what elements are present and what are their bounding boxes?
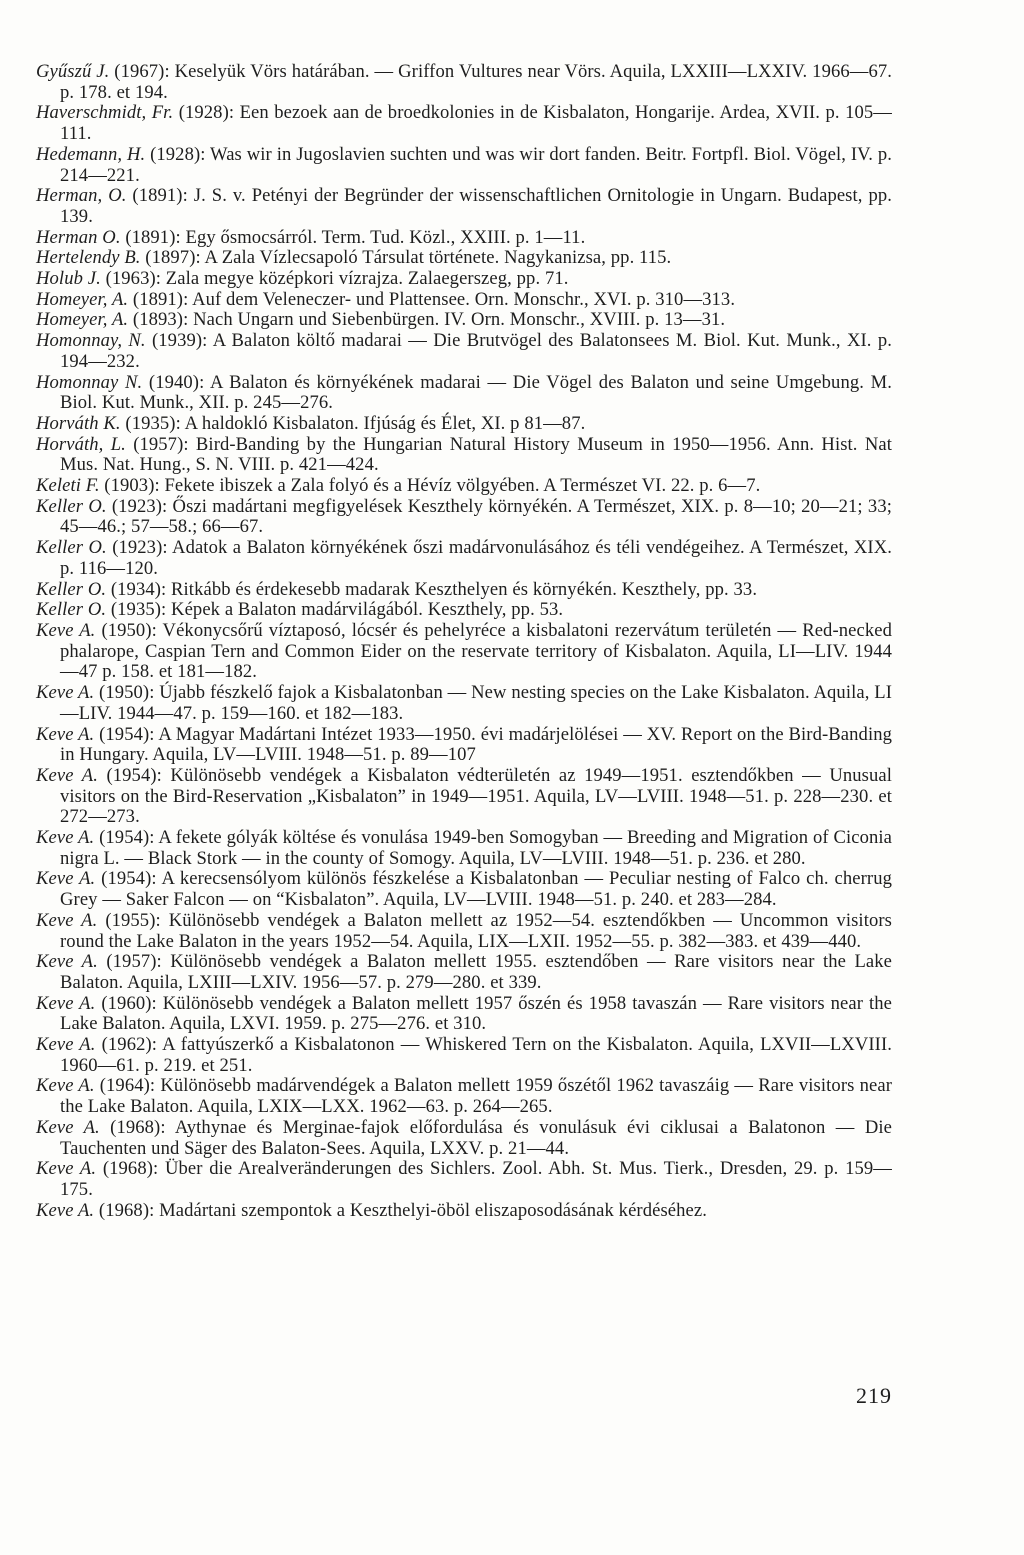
reference-text: (1954): Különösebb vendégek a Kisbalaton védterületén az 1949—1951. esztendőkben — Unusual visitors on the Bird-Reservation „Kisbalaton” in 1949—1951. Aquila, LV—LVIII. 1948—51. p. 228—230. et 272—273. [60,764,892,828]
reference-text: (1928): Een bezoek aan de broedkolonies in de Kisbalaton, Hongarije. Ardea, XVII. p. 105—111. [60,102,892,145]
reference-entry [36,497,892,538]
reference-text: (1964): Különösebb madárvendégek a Balaton mellett 1959 őszétől 1962 tavaszáig — Rare visitors near the Lake Balaton. Aquila, LXIX—LXX. 1962—63. p. 264—265. [60,1075,892,1118]
reference-author: Homeyer, A. [36,288,129,310]
reference-text: (1950): Újabb fészkelő fajok a Kisbalatonban — New nesting species on the Lake Kisbalaton. Aquila, LI—LIV. 1944—47. p. 159—160. et 182—183. [60,682,893,724]
reference-text: (1935): Képek a Balaton madárvilágából. Keszthely, pp. 53. [106,599,564,621]
reference-entry [36,186,892,227]
reference-entry [36,310,892,331]
reference-entry [36,290,892,311]
reference-entry [36,62,892,103]
reference-entry [36,331,892,372]
reference-text: (1891): Auf dem Veleneczer- und Plattensee. Orn. Monschr., XVI. p. 310—313. [128,288,736,310]
reference-entry [36,1159,892,1200]
reference-author: Keve A. [36,723,95,745]
reference-author: Keller O. [36,537,107,559]
reference-text: (1968): Madártani szempontok a Keszthelyi-öböl eliszaposodásának kérdéséhez. [94,1199,708,1221]
reference-author: Herman O. [36,226,121,248]
reference-entry [36,103,892,144]
reference-author: Keve A. [36,909,98,931]
reference-author: Keve A. [36,1116,100,1138]
reference-text: (1940): A Balaton és környékének madarai — Die Vögel des Balaton und seine Umgebung. M. Biol. Kut. Munk., XII. p. 245—276. [60,371,892,414]
reference-entry [36,580,892,601]
reference-text: (1960): Különösebb vendégek a Balaton mellett 1957 őszén és 1958 tavaszán — Rare visitors near the Lake Balaton. Aquila, LXVI. 1959. p. 275—276. et 310. [60,992,893,1035]
reference-text: (1934): Ritkább és érdekesebb madarak Keszthelyen és környékén. Keszthely, pp. 33. [106,578,758,600]
reference-text: (1963): Zala megye középkori vízrajza. Zalaegerszeg, pp. 71. [100,268,569,290]
reference-entry [36,538,892,579]
reference-entry [36,414,892,435]
reference-text: (1923): Adatok a Balaton környékének őszi madárvonulásához és téli vendégeihez. A Természet, XIX. p. 116—120. [60,537,892,579]
reference-author: Keve A. [36,682,95,704]
reference-author: Hertelendy B. [36,247,141,269]
reference-text: (1939): A Balaton költő madarai — Die Brutvögel des Balatonsees M. Biol. Kut. Munk., XI. p. 194—232. [60,330,892,372]
reference-entry [36,766,892,828]
reference-entry [36,269,892,290]
reference-author: Keve A. [36,868,96,890]
reference-author: Hedemann, H. [36,143,146,165]
reference-author: Keller O. [36,599,107,621]
reference-text: (1954): A fekete gólyák költése és vonulása 1949-ben Somogyban — Breeding and Migration of Ciconia nigra L. — Black Stork — in the county of Somogy. Aquila, LV—LVIII. 1948—51. p. 236. et 280. [60,827,892,869]
reference-text: (1903): Fekete ibiszek a Zala folyó és a Hévíz völgyében. A Természet VI. 22. p. 6—7. [99,475,761,497]
reference-text: (1950): Vékonycsőrű víztaposó, lócsér és pehelyréce a kisbalatoni rezervátum területén — Red-necked phalarope, Caspian Tern and Common Eider on the reservate territory of Kisbalaton. Aquila, LI—LIV. 1944—47 p. 158. et 181—182. [60,619,892,683]
reference-author: Keve A. [36,827,95,849]
reference-text: (1891): J. S. v. Petényi der Begründer der wissenschaftlichen Ornitologie in Ungarn. Budapest, pp. 139. [60,185,892,227]
reference-text: (1957): Különösebb vendégek a Balaton mellett 1955. esztendőben — Rare visitors near the Lake Balaton. Aquila, LXIII—LXIV. 1956—57. p. 279—280. et 339. [60,951,893,993]
reference-author: Keve A. [36,951,98,973]
reference-author: Haverschmidt, Fr. [36,102,174,124]
reference-text: (1897): A Zala Vízlecsapoló Társulat története. Nagykanizsa, pp. 115. [140,247,672,269]
reference-entry [36,683,892,724]
reference-author: Keve A. [36,992,96,1014]
reference-author: Keller O. [36,495,107,517]
reference-author: Holub J. [36,268,101,290]
reference-author: Herman, O. [36,185,127,207]
reference-author: Keve A. [36,619,96,641]
reference-text: (1893): Nach Ungarn und Siebenbürgen. IV. Orn. Monschr., XVIII. p. 13—31. [128,309,726,331]
page-number: 219 [856,1383,892,1408]
reference-text: (1923): Őszi madártani megfigyelések Keszthely környékén. A Természet, XIX. p. 8—10; 20—21; 33; 45—46.; 57—58.; 66—67. [60,495,892,538]
reference-text: (1955): Különösebb vendégek a Balaton mellett az 1952—54. esztendőkben — Uncommon visitors round the Lake Balaton in the years 1952—54. Aquila, LIX—LXII. 1952—55. p. 382—383. et 439—440. [60,909,892,952]
reference-text: (1962): A fattyúszerkő a Kisbalatonon — Whiskered Tern on the Kisbalaton. Aquila, LXVII—LXVIII. 1960—61. p. 219. et 251. [60,1034,893,1076]
reference-author: Homeyer, A. [36,309,129,331]
reference-author: Horváth K. [36,412,121,434]
reference-text: (1935): A haldokló Kisbalaton. Ifjúság és Élet, XI. p 81—87. [120,412,586,434]
reference-author: Keve A. [36,1075,95,1097]
reference-text: (1967): Keselyük Vörs határában. — Griffon Vultures near Vörs. Aquila, LXXIII—LXXIV. 1966—67. p. 178. et 194. [60,61,892,103]
reference-list [36,62,892,1221]
reference-entry [36,1035,892,1076]
reference-author: Homonnay, N. [36,330,146,352]
reference-entry [36,373,892,414]
reference-entry [36,725,892,766]
reference-author: Keve A. [36,1158,97,1180]
reference-entry [36,435,892,476]
reference-author: Keve A. [36,764,98,786]
reference-text: (1891): Egy ősmocsárról. Term. Tud. Közl., XXIII. p. 1—11. [120,226,586,248]
reference-author: Keve A. [36,1034,96,1056]
reference-entry [36,228,892,249]
reference-text: (1928): Was wir in Jugoslavien suchten und was wir dort fanden. Beitr. Fortpfl. Biol. Vögel, IV. p. 214—221. [60,143,892,186]
reference-entry [36,621,892,683]
reference-entry [36,1118,892,1159]
reference-entry [36,828,892,869]
reference-entry [36,952,892,993]
reference-author: Homonnay N. [36,371,143,393]
reference-entry [36,869,892,910]
reference-entry [36,600,892,621]
reference-text: (1954): A kerecsensólyom különös fészkelése a Kisbalatonban — Peculiar nesting of Falco ch. cherrug Grey — Saker Falcon — on “Kisbalaton”. Aquila, LV—LVIII. 1948—51. p. 240. et 283—284. [60,868,892,911]
reference-entry [36,1076,892,1117]
reference-entry [36,1201,892,1222]
reference-author: Keleti F. [36,475,100,497]
reference-entry [36,145,892,186]
reference-text: (1968): Über die Arealveränderungen des Sichlers. Zool. Abh. St. Mus. Tierk., Dresden, 29. p. 159—175. [60,1158,892,1200]
reference-text: (1957): Bird-Banding by the Hungarian Natural History Museum in 1950—1956. Ann. Hist. Nat Mus. Nat. Hung., S. N. VIII. p. 421—424. [60,433,892,476]
reference-entry [36,476,892,497]
reference-author: Keve A. [36,1199,95,1221]
reference-author: Horváth, L. [36,433,126,455]
reference-entry [36,911,892,952]
reference-author: Keller O. [36,578,107,600]
reference-text: (1968): Aythynae és Merginae-fajok előfordulása és vonulásuk évi ciklusai a Balatonon — Die Tauchenten und Säger des Balaton-Sees. Aquila, LXXV. p. 21—44. [60,1116,892,1159]
reference-author: Gyűszű J. [36,61,110,82]
reference-entry [36,994,892,1035]
reference-text: (1954): A Magyar Madártani Intézet 1933—1950. évi madárjelölései — XV. Report on the Bird-Banding in Hungary. Aquila, LV—LVIII. 1948—51. p. 89—107 [60,723,892,766]
reference-entry [36,248,892,269]
